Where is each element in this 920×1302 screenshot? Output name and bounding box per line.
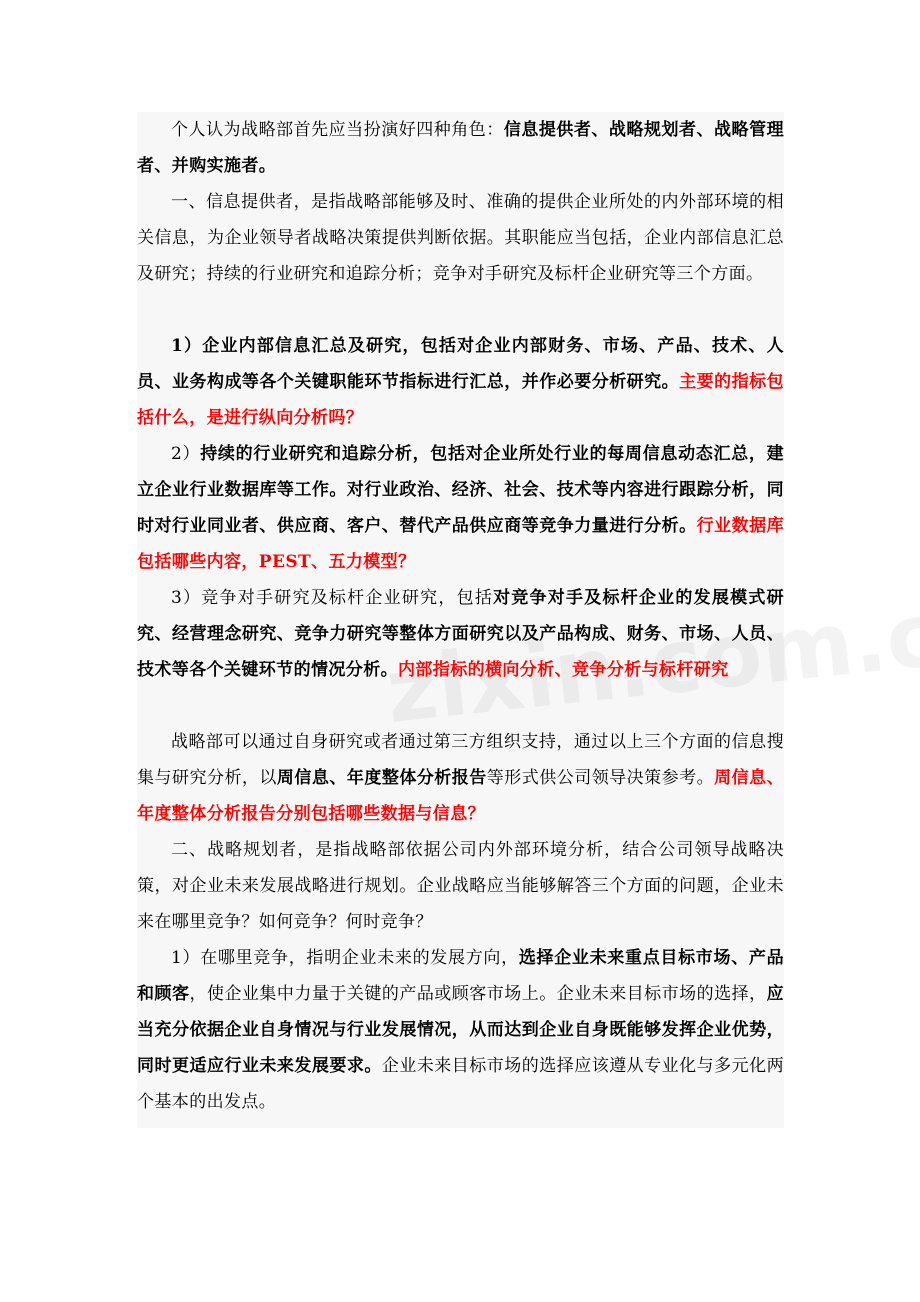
- paragraph-strategy-output: [137, 724, 784, 832]
- competitor-research-intro: 3）竞争对手研究及标杆企业研究，包括: [171, 588, 494, 608]
- strategy-output-reports: 周信息、年度整体分析报告: [276, 768, 487, 788]
- paragraph-industry-research: [137, 436, 784, 580]
- paragraph-competitor-research: [137, 580, 784, 688]
- industry-research-text: 持续的行业研究和追踪分析，包括对企业所处行业的每周信息动态汇总，建立企业行业数据库等工作。对行业政治、经济、社会、技术等内容进行跟踪分析，同时对行业同业者、供应商、客户、替代产品供应商等竞争力量进行分析。: [137, 444, 784, 536]
- industry-research-question: 行业数据库包括哪些内容，PEST、五力模型？: [137, 516, 784, 572]
- where-to-compete-middle: ，使企业集中力量于关键的产品或顾客市场上。企业未来目标市场的选择，: [189, 984, 767, 1004]
- where-to-compete-basis: 应当充分依据企业自身情况与行业发展情况，从而达到企业自身既能够发挥企业优势，同时更适应行业未来发展要求。: [137, 984, 784, 1076]
- strategy-output-tail: 等形式供公司领导决策参考。: [486, 768, 715, 788]
- where-to-compete-intro: 1）在哪里竞争，指明企业未来的发展方向，: [171, 948, 519, 968]
- industry-research-number: 2）: [171, 444, 201, 464]
- paragraph-information-provider: [137, 184, 784, 292]
- information-provider-text: 一、信息提供者，是指战略部能够及时、准确的提供企业所处的内外部环境的相关信息，为企业领导者战略决策提供判断依据。其职能应当包括，企业内部信息汇总及研究；持续的行业研究和追踪分析；竞争对手研究及标杆企业研究等三个方面。: [137, 192, 784, 284]
- where-to-compete-target: 选择企业未来重点目标市场、产品和顾客: [137, 948, 785, 1004]
- roles-intro-text: 个人认为战略部首先应当扮演好四种角色：: [171, 120, 504, 140]
- strategy-planner-text: 二、战略规划者，是指战略部依据公司内外部环境分析，结合公司领导战略决策，对企业未来发展战略进行规划。企业战略应当能够解答三个方面的问题，企业未来在哪里竞争？如何竞争？何时竞争？: [137, 840, 784, 932]
- paragraph-roles-intro: [137, 112, 784, 184]
- where-to-compete-tail: 企业未来目标市场的选择应该遵从专业化与多元化两个基本的出发点。: [137, 1056, 784, 1112]
- strategy-output-intro: 战略部可以通过自身研究或者通过第三方组织支持，通过以上三个方面的信息搜集与研究分析，以: [137, 732, 784, 788]
- paragraph-where-to-compete: [137, 940, 784, 1120]
- paragraph-strategy-planner: [137, 832, 784, 940]
- competitor-research-question: 内部指标的横向分析、竞争分析与标杆研究: [398, 660, 729, 680]
- competitor-research-text: 对竞争对手及标杆企业的发展模式研究、经营理念研究、竞争力研究等整体方面研究以及产品构成、财务、市场、人员、技术等各个关键环节的情况分析。: [137, 588, 784, 680]
- internal-research-question: 主要的指标包括什么，是进行纵向分析吗？: [137, 372, 784, 428]
- strategy-output-question: 周信息、年度整体分析报告分别包括哪些数据与信息？: [137, 768, 784, 824]
- paragraph-internal-research: [137, 328, 784, 436]
- internal-research-text: 1）企业内部信息汇总及研究，包括对企业内部财务、市场、产品、技术、人员、业务构成等各个关键职能环节指标进行汇总，并作必要分析研究。: [137, 336, 784, 392]
- roles-list-text: 信息提供者、战略规划者、战略管理者、并购实施者。: [137, 120, 784, 176]
